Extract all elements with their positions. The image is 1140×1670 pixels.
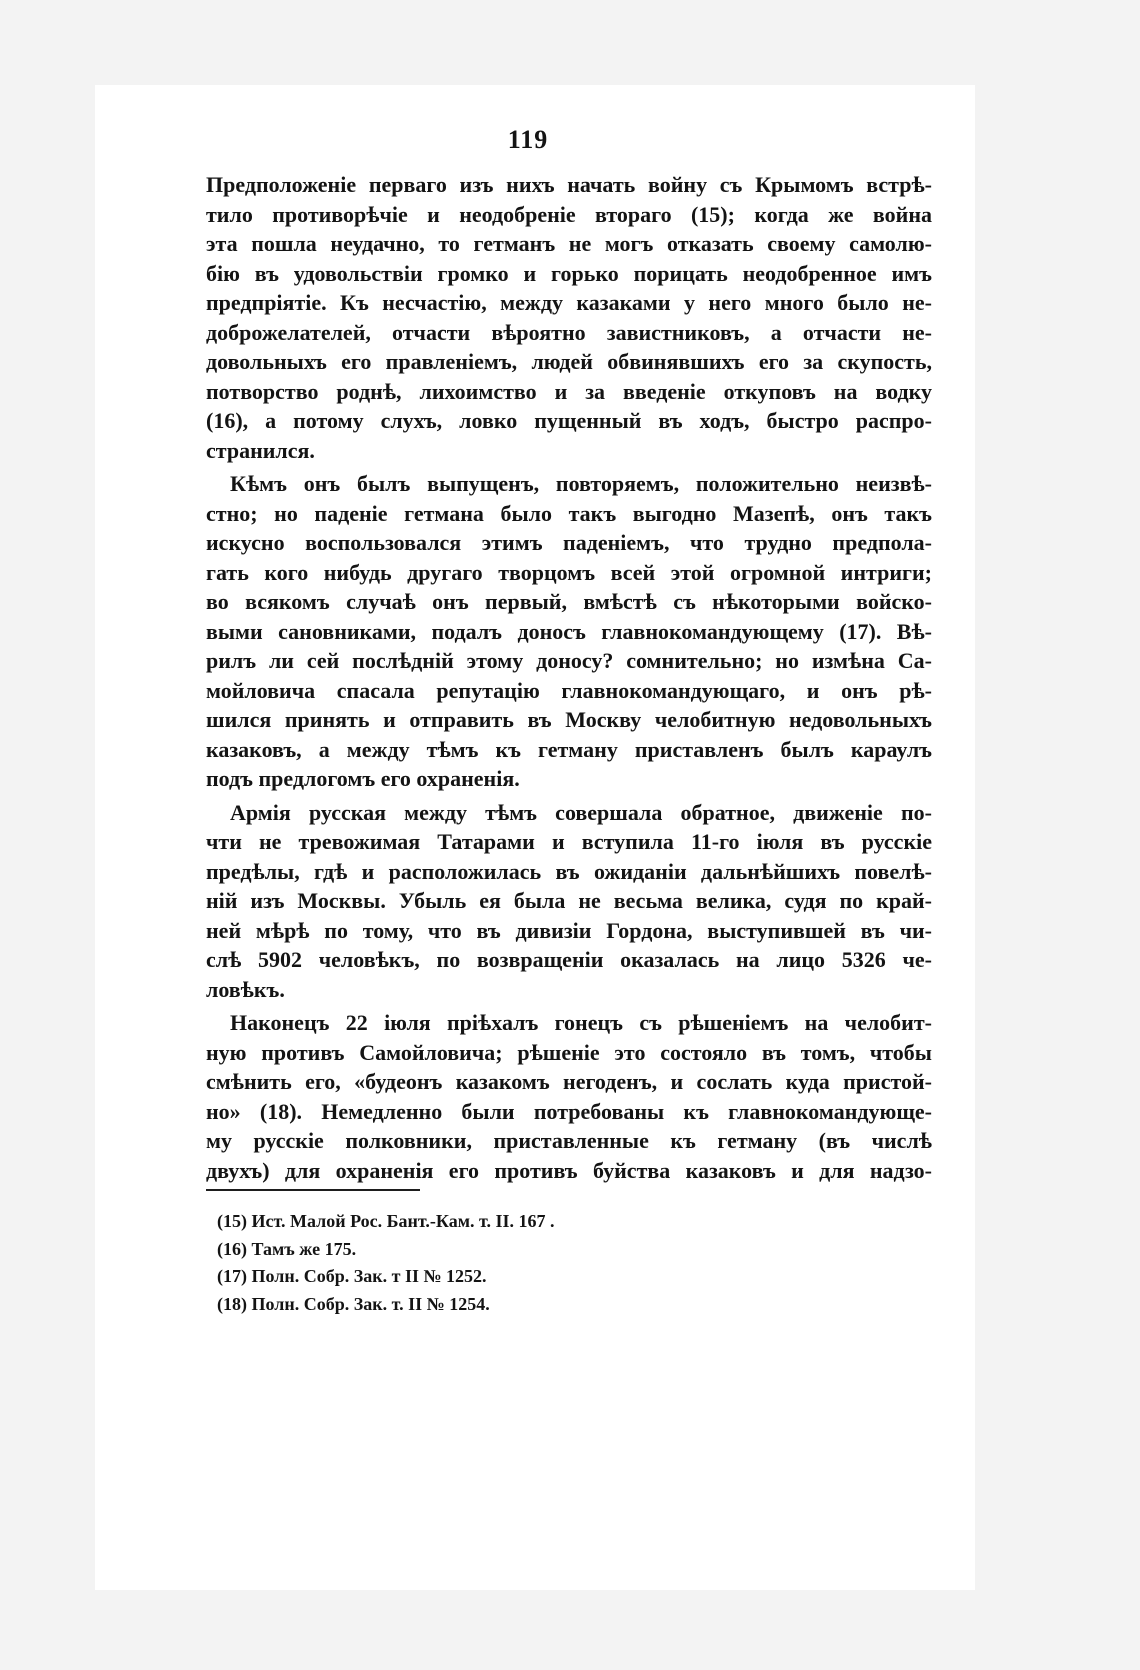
text-line: предпріятіе. Къ несчастію, между казаками у него много было не- bbox=[206, 290, 932, 315]
text-line: выми сановниками, подалъ доносъ главнокомандующему (17). Вѣ- bbox=[206, 618, 932, 644]
footnote: (16) Тамъ же 175. bbox=[217, 1238, 357, 1259]
paragraph bbox=[206, 170, 932, 465]
footnote: (17) Полн. Собр. Зак. т II № 1252. bbox=[217, 1266, 487, 1286]
footnote-divider bbox=[206, 1189, 420, 1191]
text-line: му русскіе полковники, приставленные къ гетману (въ числѣ bbox=[206, 1128, 932, 1153]
text-line: ній изъ Москвы. Убыль ея была не весьма велика, судя по край- bbox=[206, 888, 932, 913]
text-line: ную противъ Самойловича; рѣшеніе это состояло въ томъ, чтобы bbox=[206, 1039, 932, 1065]
paragraph bbox=[206, 798, 932, 1005]
text-line: гать кого нибудь другаго творцомъ всей этой огромной интриги; bbox=[206, 559, 932, 585]
footnote: (18) Полн. Собр. Зак. т. II № 1254. bbox=[217, 1293, 490, 1314]
text-line: эта пошла неудачно, то гетманъ не могъ отказать своему самолю- bbox=[206, 231, 932, 256]
text-line: тило противорѣчіе и неодобреніе втораго (15); когда же война bbox=[206, 201, 932, 227]
text-line: слѣ 5902 человѣкъ, по возвращеніи оказалась на лицо 5326 че- bbox=[206, 947, 932, 972]
text-line: потворство роднѣ, лихоимство и за введеніе откуповъ на водку bbox=[206, 378, 932, 404]
text-line: бію въ удовольствіи громко и горько порицать неодобренное имъ bbox=[206, 260, 932, 286]
text-line: подъ предлогомъ его охраненія. bbox=[206, 766, 520, 791]
text-line: искусно воспользовался этимъ паденіемъ, что трудно предпола- bbox=[206, 530, 932, 555]
text-line: Предположеніе перваго изъ нихъ начать войну съ Крымомъ встрѣ- bbox=[206, 172, 932, 197]
footnotes bbox=[217, 1208, 554, 1318]
text-line: но» (18). Немедленно были потребованы къ главнокомандующе- bbox=[206, 1098, 932, 1124]
text-line: ловѣкъ. bbox=[206, 976, 285, 1002]
text-line: Армія русская между тѣмъ совершала обратное, движеніе по- bbox=[230, 799, 932, 825]
footnote: (15) Ист. Малой Рос. Бант.-Кам. т. II. 167 . bbox=[217, 1211, 555, 1231]
paragraph bbox=[206, 1008, 932, 1185]
text-line: Наконецъ 22 іюля пріѣхалъ гонецъ съ рѣшеніемъ на челобит- bbox=[230, 1010, 932, 1035]
text-line: странился. bbox=[206, 437, 315, 463]
body-text bbox=[206, 170, 932, 1185]
text-line: доброжелателей, отчасти вѣроятно завистниковъ, а отчасти не- bbox=[206, 319, 932, 345]
text-line: смѣнить его, «будеонъ казакомъ негоденъ, и сослать куда пристой- bbox=[206, 1069, 932, 1094]
text-line: предѣлы, гдѣ и расположилась въ ожиданіи дальнѣйшихъ повелѣ- bbox=[206, 858, 932, 884]
text-line: казаковъ, а между тѣмъ къ гетману приставленъ былъ караулъ bbox=[206, 736, 932, 762]
text-line: мойловича спасала репутацію главнокомандующаго, и онъ рѣ- bbox=[206, 677, 932, 703]
text-line: ней мѣрѣ по тому, что въ дивизіи Гордона, выступившей въ чи- bbox=[206, 917, 932, 943]
text-line: довольныхъ его правленіемъ, людей обвинявшихъ его за скупость, bbox=[206, 349, 932, 374]
text-line: во всякомъ случаѣ онъ первый, вмѣстѣ съ нѣкоторыми войско- bbox=[206, 589, 932, 614]
paragraph bbox=[206, 469, 932, 794]
text-line: чти не тревожимая Татарами и вступила 11-го іюля въ русскіе bbox=[206, 829, 932, 854]
page-number: 119 bbox=[507, 125, 549, 154]
text-line: Кѣмъ онъ былъ выпущенъ, повторяемъ, положительно неизвѣ- bbox=[230, 471, 932, 496]
text-line: шился принять и отправить въ Москву челобитную недовольныхъ bbox=[206, 707, 932, 732]
text-line: стно; но паденіе гетмана было такъ выгодно Мазепѣ, онъ такъ bbox=[206, 500, 932, 526]
text-line: (16), а потому слухъ, ловко пущенный въ ходъ, быстро распро- bbox=[206, 408, 932, 433]
text-line: рилъ ли сей послѣдній этому доносу? сомнительно; но измѣна Са- bbox=[206, 648, 932, 673]
text-line: двухъ) для охраненія его противъ буйства казаковъ и для надзо- bbox=[206, 1157, 932, 1183]
